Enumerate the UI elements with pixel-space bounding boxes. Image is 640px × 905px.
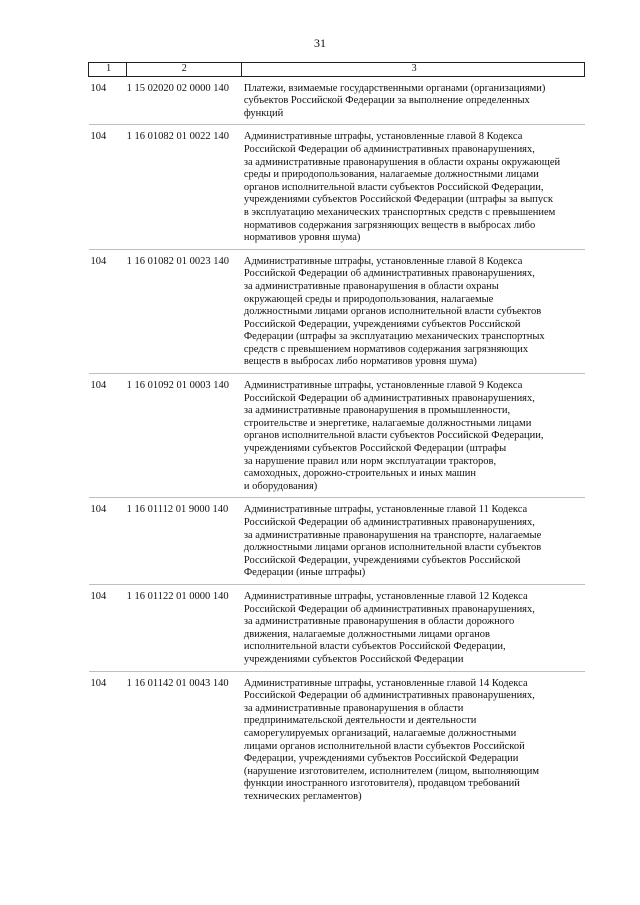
description-line: и оборудования) xyxy=(243,480,318,492)
table-row xyxy=(89,498,585,585)
table-body xyxy=(89,76,585,807)
table-row xyxy=(89,76,585,125)
description-line: средств с превышением нормативов содержания загрязняющих xyxy=(243,343,529,355)
description-cell xyxy=(242,671,585,807)
description-line: за административные правонарушения в области xyxy=(243,702,464,714)
description-line: Российской Федерации об административных правонарушениях, xyxy=(243,690,535,702)
description-line: должностными лицами органов исполнительной власти субъектов xyxy=(243,542,542,554)
description-line: Административные штрафы, установленные главой 8 Кодекса xyxy=(243,131,523,143)
revenue-code-cell: 1 16 01112 01 9000 140 xyxy=(127,498,242,585)
description-line: Федерации, учреждениями субъектов Российской Федерации xyxy=(243,753,519,765)
table-row xyxy=(89,125,585,249)
description-cell xyxy=(242,76,585,125)
description-line: за административные правонарушения на транспорте, налагаемые xyxy=(243,529,542,541)
description-line: за административные правонарушения в промышленности, xyxy=(243,405,511,417)
revenue-code-cell: 1 16 01082 01 0023 140 xyxy=(127,249,242,373)
admin-code-cell: 104 xyxy=(89,584,127,671)
description-line: Административные штрафы, установленные главой 12 Кодекса xyxy=(243,590,528,602)
description-line: лицами органов исполнительной власти субъектов Российской xyxy=(243,740,525,752)
description-line: Федерации (иные штрафы) xyxy=(243,567,366,579)
header-col-1: 1 xyxy=(89,63,127,77)
description-line: функций xyxy=(243,107,284,119)
page-number: 31 xyxy=(314,36,326,50)
description-line: технических регламентов) xyxy=(243,790,362,802)
revenue-codes-table xyxy=(88,62,585,807)
description-line: Российской Федерации, учреждениями субъектов Российской xyxy=(243,554,521,566)
header-col-3: 3 xyxy=(242,63,585,77)
description-line: Федерации (штрафы за эксплуатацию механических транспортных xyxy=(243,331,545,343)
description-line: Платежи, взимаемые государственными органами (организациями) xyxy=(243,82,546,94)
header-col-2: 2 xyxy=(127,63,242,77)
description-line: Административные штрафы, установленные главой 9 Кодекса xyxy=(243,380,523,392)
description-line: нормативов уровня шума) xyxy=(243,232,361,244)
description-cell xyxy=(242,125,585,249)
description-line: функции иностранного изготовителя), продавцом требований xyxy=(243,778,520,790)
table-row xyxy=(89,374,585,498)
table-row xyxy=(89,249,585,373)
description-line: за административные правонарушения в области дорожного xyxy=(243,616,515,628)
description-line: за нарушение правил или норм эксплуатации тракторов, xyxy=(243,455,497,467)
description-line: (нарушение изготовителем, исполнителем (лицом, выполняющим xyxy=(243,765,539,777)
admin-code-cell: 104 xyxy=(89,76,127,125)
description-line: за административные правонарушения в области охраны окружающей xyxy=(243,156,561,168)
revenue-code-cell: 1 16 01122 01 0000 140 xyxy=(127,584,242,671)
admin-code-cell: 104 xyxy=(89,125,127,249)
description-line: учреждениями субъектов Российской Федерации (штрафы за выпуск xyxy=(243,194,553,206)
description-cell xyxy=(242,249,585,373)
description-line: за административные правонарушения в области охраны xyxy=(243,280,499,292)
description-line: Российской Федерации об административных правонарушениях, xyxy=(243,392,535,404)
description-line: Административные штрафы, установленные главой 8 Кодекса xyxy=(243,255,523,267)
description-line: органов исполнительной власти субъектов Российской Федерации, xyxy=(243,430,544,442)
description-line: органов исполнительной власти субъектов Российской Федерации, xyxy=(243,181,544,193)
admin-code-cell: 104 xyxy=(89,498,127,585)
description-line: исполнительной власти субъектов Российской Федерации, xyxy=(243,641,506,653)
description-line: нормативов содержания загрязняющих веществ в выбросах либо xyxy=(243,219,536,231)
description-line: Российской Федерации, учреждениями субъектов Российской xyxy=(243,318,521,330)
description-line: в эксплуатацию механических транспортных средств с превышением xyxy=(243,206,556,218)
revenue-code-cell: 1 16 01082 01 0022 140 xyxy=(127,125,242,249)
description-line: веществ в выбросах либо нормативов уровня шума) xyxy=(243,356,477,368)
revenue-code-cell: 1 16 01142 01 0043 140 xyxy=(126,677,229,689)
description-line: самоходных, дорожно-строительных и иных машин xyxy=(243,468,476,480)
description-line: окружающей среды и природопользования, налагаемые xyxy=(243,293,494,305)
table-row xyxy=(89,671,585,807)
admin-code-cell: 104 xyxy=(89,249,127,373)
description-line: строительстве и энергетике, налагаемые должностными лицами xyxy=(243,417,532,429)
revenue-code-cell: 1 16 01092 01 0003 140 xyxy=(127,374,242,498)
description-line: учреждениями субъектов Российской Федерации xyxy=(243,653,464,665)
revenue-code-cell: 1 15 02020 02 0000 140 xyxy=(127,76,242,125)
description-line: учреждениями субъектов Российской Федерации (штрафы xyxy=(243,443,507,455)
description-line: субъектов Российской Федерации за выполнение определенных xyxy=(243,95,530,107)
table-header-row xyxy=(89,63,585,77)
description-cell xyxy=(242,584,585,671)
description-line: предпринимательской деятельности и деятельности xyxy=(243,715,477,727)
admin-code-cell: 104 xyxy=(89,374,127,498)
description-cell xyxy=(242,498,585,585)
description-line: среды и природопользования, налагаемые должностными лицами xyxy=(243,169,539,181)
description-line: Российской Федерации об административных правонарушениях, xyxy=(243,603,535,615)
description-line: Административные штрафы, установленные главой 11 Кодекса xyxy=(243,504,528,516)
description-line: Российской Федерации об административных правонарушениях, xyxy=(243,268,535,280)
description-line: саморегулируемых организаций, налагаемые должностными xyxy=(243,727,517,739)
description-line: Российской Федерации об административных правонарушениях, xyxy=(243,517,535,528)
description-line: Российской Федерации об административных правонарушениях, xyxy=(243,143,535,155)
description-cell xyxy=(242,374,585,498)
admin-code-cell: 104 xyxy=(90,677,107,689)
description-line: движения, налагаемые должностными лицами органов xyxy=(243,628,490,640)
table-row xyxy=(89,584,585,671)
description-line: должностными лицами органов исполнительной власти субъектов xyxy=(243,306,542,318)
description-line: Административные штрафы, установленные главой 14 Кодекса xyxy=(243,677,528,689)
